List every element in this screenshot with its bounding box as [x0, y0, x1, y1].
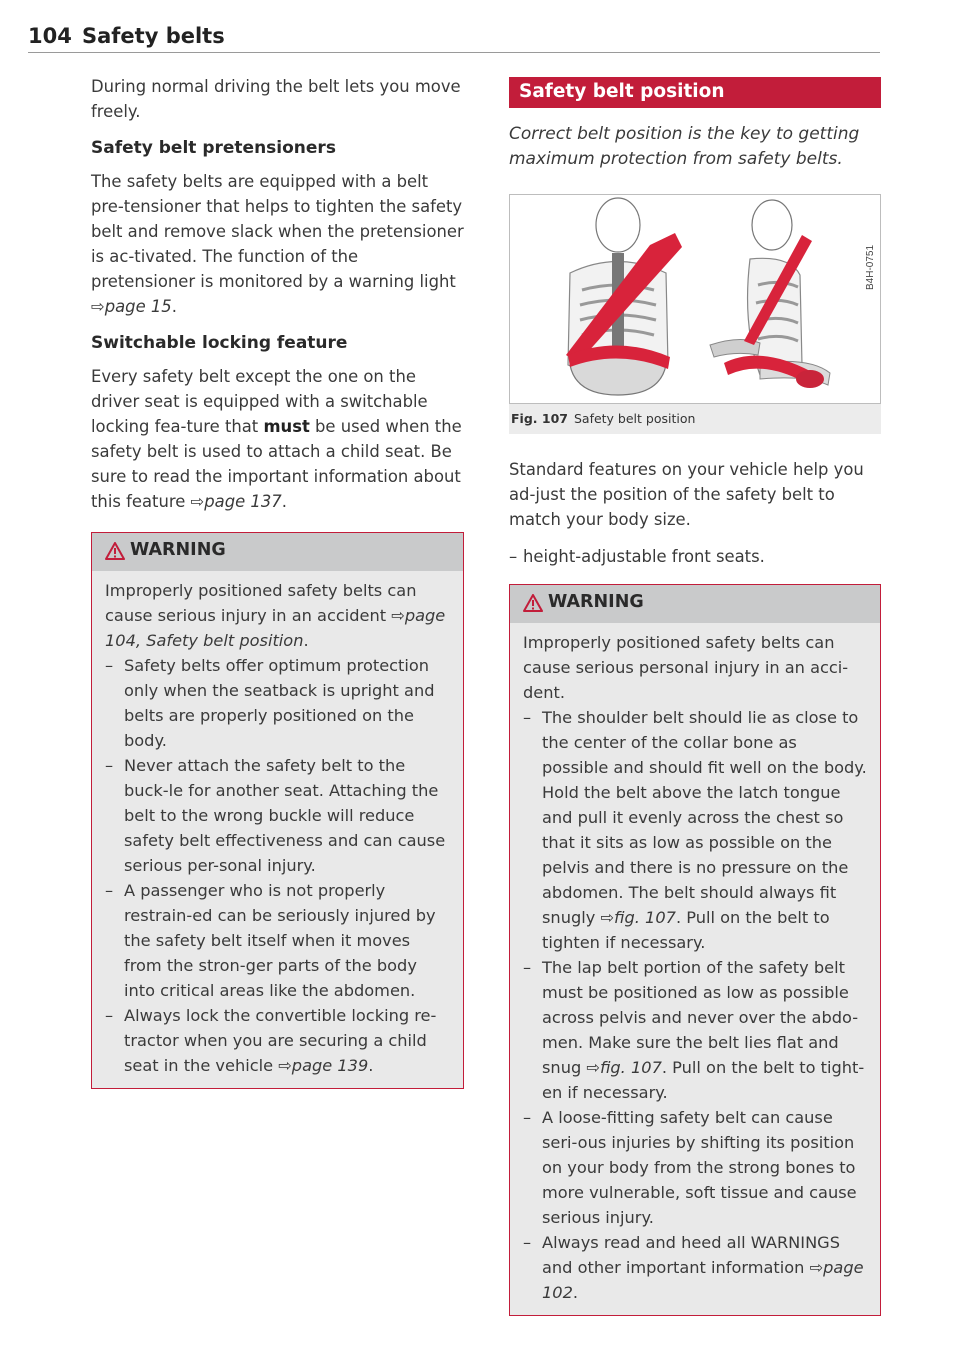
arrow-icon: ⇨ [278, 1056, 292, 1075]
warning-triangle-icon [523, 594, 543, 612]
figure-image [509, 194, 881, 404]
page-number: 104 [28, 24, 72, 48]
page-link[interactable]: page 102 [542, 1258, 864, 1302]
arrow-icon: ⇨ [809, 1258, 824, 1277]
list-item: – height-adjustable front seats. [509, 547, 765, 566]
figure-link[interactable]: fig. 107 [599, 1058, 662, 1077]
arrow-icon: ⇨ [586, 1058, 600, 1077]
figure [509, 194, 881, 434]
warning-bullet: – Always lock the convertible locking re-tractor when you are securing a child seat in the vehicle ⇨page 139. [105, 1006, 437, 1075]
figure-code: B4H-0751 [865, 244, 876, 290]
page-link[interactable]: page 15 [104, 297, 172, 316]
warning-bullet: – Never attach the safety belt to the buck-le for another seat. Attaching the belt to the wrong buckle will reduce safety belt effectiveness and can cause serious per-sonal injury. [105, 756, 446, 875]
section-intro: Correct belt position is the key to getting maximum protection from safety belts. [509, 124, 860, 169]
warning-label: WARNING [130, 540, 226, 560]
arrow-icon: ⇨ [190, 492, 205, 511]
warning-label: WARNING [548, 592, 644, 612]
warning-body [92, 571, 463, 1088]
warning-bullet: – A passenger who is not properly restrain-ed can be seriously injured by the safety belt itself when it moves from the stron-ger parts of the body into critical areas like the abdomen. [105, 881, 436, 1000]
section-title: Safety belt position [519, 81, 725, 102]
locking-paragraph: Every safety belt except the one on the driver seat is equipped with a switchable locking fea-ture that must be used when the safety belt is used to attach a child seat. Be sure to read the important information about this feature ⇨page 137. [91, 367, 462, 511]
warning-header [510, 585, 880, 623]
intro-paragraph: During normal driving the belt lets you move freely. [91, 77, 461, 121]
pretensioners-paragraph: The safety belts are equipped with a belt pre-tensioner that helps to tighten the safety belt and remove slack when the pretensioner is ac-tivated. The function of the pretensioner is monitored by a warning light ⇨page 15. [91, 172, 464, 316]
warning-bullet: – The lap belt portion of the safety belt must be positioned as low as possible across pelvis and never over the abdo-men. Make sure the belt lies flat and snug ⇨fig. 107. Pull on the belt to tight-en if necessary. [523, 958, 865, 1102]
arrow-icon: ⇨ [91, 297, 105, 316]
warning-intro: Improperly positioned safety belts can cause serious personal injury in an acci-dent. [523, 633, 849, 702]
warning-bullet: – Always read and heed all WARNINGS and other important information ⇨page 102. [523, 1233, 864, 1302]
figure-caption [509, 404, 881, 434]
warning-intro: Improperly positioned safety belts can cause serious injury in an accident ⇨page 104, Safety belt position. [105, 581, 446, 650]
warning-box [91, 532, 464, 1089]
warning-bullet: – The shoulder belt should lie as close to the center of the collar bone as possible and should fit well on the body. Hold the belt above the latch tongue and pull it evenly across the chest so that it sits as low as possible on the pelvis and there is no pressure on the abdomen. The belt should always fit snugly ⇨fig. 107. Pull on the belt to tighten if necessary. [523, 708, 867, 952]
page-link[interactable]: page 139 [291, 1056, 369, 1075]
warning-triangle-icon [105, 542, 125, 560]
warning-box [509, 584, 881, 1316]
left-column [91, 74, 464, 1089]
warning-bullet: – A loose-fitting safety belt can cause seri-ous injuries by shifting its position on your body from the strong bones to more vulnerable, soft tissue and cause serious injury. [523, 1108, 857, 1227]
page-link[interactable]: page 104, Safety belt position [105, 606, 446, 650]
page-header [28, 22, 880, 53]
figure-caption-text: Safety belt position [573, 411, 696, 426]
arrow-icon: ⇨ [391, 606, 405, 625]
page-link[interactable]: page 137 [204, 492, 282, 511]
chapter-title: Safety belts [82, 24, 225, 48]
figure-link[interactable]: fig. 107 [614, 908, 676, 927]
belt-position-illustration [510, 195, 880, 403]
locking-heading: Switchable locking feature [91, 333, 348, 353]
warning-bullet: – Safety belts offer optimum protection only when the seatback is upright and belts are properly positioned on the body. [105, 656, 435, 750]
right-column [509, 74, 881, 1316]
section-title-bar [509, 77, 881, 108]
pretensioners-heading: Safety belt pretensioners [91, 138, 336, 158]
warning-body [510, 623, 880, 1315]
arrow-icon: ⇨ [600, 908, 615, 927]
figure-label: Fig. 107 [511, 411, 568, 426]
body-paragraph: Standard features on your vehicle help you ad-just the position of the safety belt to match your body size. [509, 460, 864, 529]
warning-header [92, 533, 463, 571]
